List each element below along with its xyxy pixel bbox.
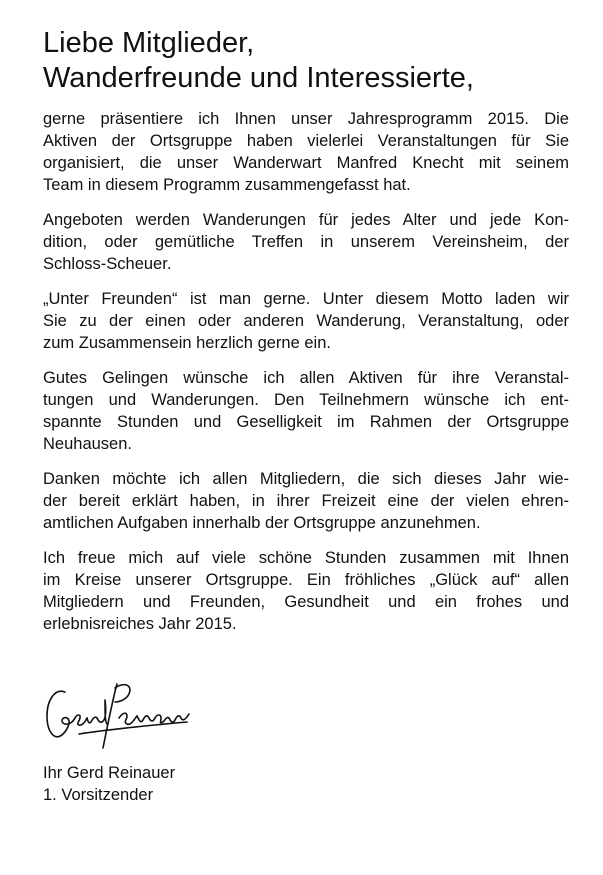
paragraph-line: spannte Stunden und Geselligkeit im Rahmen der Ortsgruppe <box>43 413 569 431</box>
paragraph-line: Aktiven der Ortsgruppe haben vielerlei Veranstaltungen für Sie <box>43 132 569 150</box>
letter-paragraph <box>43 367 569 455</box>
paragraph-line: erlebnisreiches Jahr 2015. <box>43 615 237 633</box>
paragraph-line: Ich freue mich auf viele schöne Stunden zusammen mit Ihnen <box>43 549 569 567</box>
paragraph-line: zum Zusammensein herzlich gerne ein. <box>43 334 331 352</box>
letter-paragraph <box>43 468 569 534</box>
letter-paragraph <box>43 547 569 635</box>
letter-paragraph <box>43 288 569 354</box>
greeting-line-2: Wanderfreunde und Interessierte, <box>43 62 474 94</box>
closing-role: 1. Vorsitzender <box>43 786 154 804</box>
paragraph-line: Angeboten werden Wanderungen für jedes Alter und jede Kon- <box>43 211 569 229</box>
closing-sender: Ihr Gerd Reinauer <box>43 764 176 782</box>
greeting-line-1: Liebe Mitglieder, <box>43 27 255 59</box>
paragraph-line: Neuhausen. <box>43 435 132 453</box>
paragraph-line: Sie zu der einen oder anderen Wanderung, Veranstaltung, oder <box>43 312 569 330</box>
letter-paragraphs <box>43 108 569 635</box>
handwritten-signature <box>43 678 193 756</box>
letter-body <box>43 26 569 648</box>
paragraph-line: im Kreise unserer Ortsgruppe. Ein fröhliches „Glück auf“ allen <box>43 571 569 589</box>
paragraph-line: der bereit erklärt haben, in ihrer Freizeit eine der vielen ehren- <box>43 492 569 510</box>
letter-greeting <box>43 26 569 96</box>
letter-closing <box>43 762 175 806</box>
paragraph-line: organisiert, die unser Wanderwart Manfred Knecht mit seinem <box>43 154 569 172</box>
paragraph-line: Schloss-Scheuer. <box>43 255 172 273</box>
paragraph-line: gerne präsentiere ich Ihnen unser Jahresprogramm 2015. Die <box>43 110 569 128</box>
paragraph-line: Gutes Gelingen wünsche ich allen Aktiven für ihre Veranstal- <box>43 369 569 387</box>
paragraph-line: Mitgliedern und Freunden, Gesundheit und ein frohes und <box>43 593 569 611</box>
paragraph-line: Team in diesem Programm zusammengefasst hat. <box>43 176 411 194</box>
paragraph-line: tungen und Wanderungen. Den Teilnehmern wünsche ich ent- <box>43 391 569 409</box>
paragraph-line: dition, oder gemütliche Treffen in unserem Vereinsheim, der <box>43 233 569 251</box>
letter-paragraph <box>43 108 569 196</box>
paragraph-line: Danken möchte ich allen Mitgliedern, die sich dieses Jahr wie- <box>43 470 569 488</box>
paragraph-line: amtlichen Aufgaben innerhalb der Ortsgruppe anzunehmen. <box>43 514 481 532</box>
letter-paragraph <box>43 209 569 275</box>
paragraph-line: „Unter Freunden“ ist man gerne. Unter diesem Motto laden wir <box>43 290 569 308</box>
